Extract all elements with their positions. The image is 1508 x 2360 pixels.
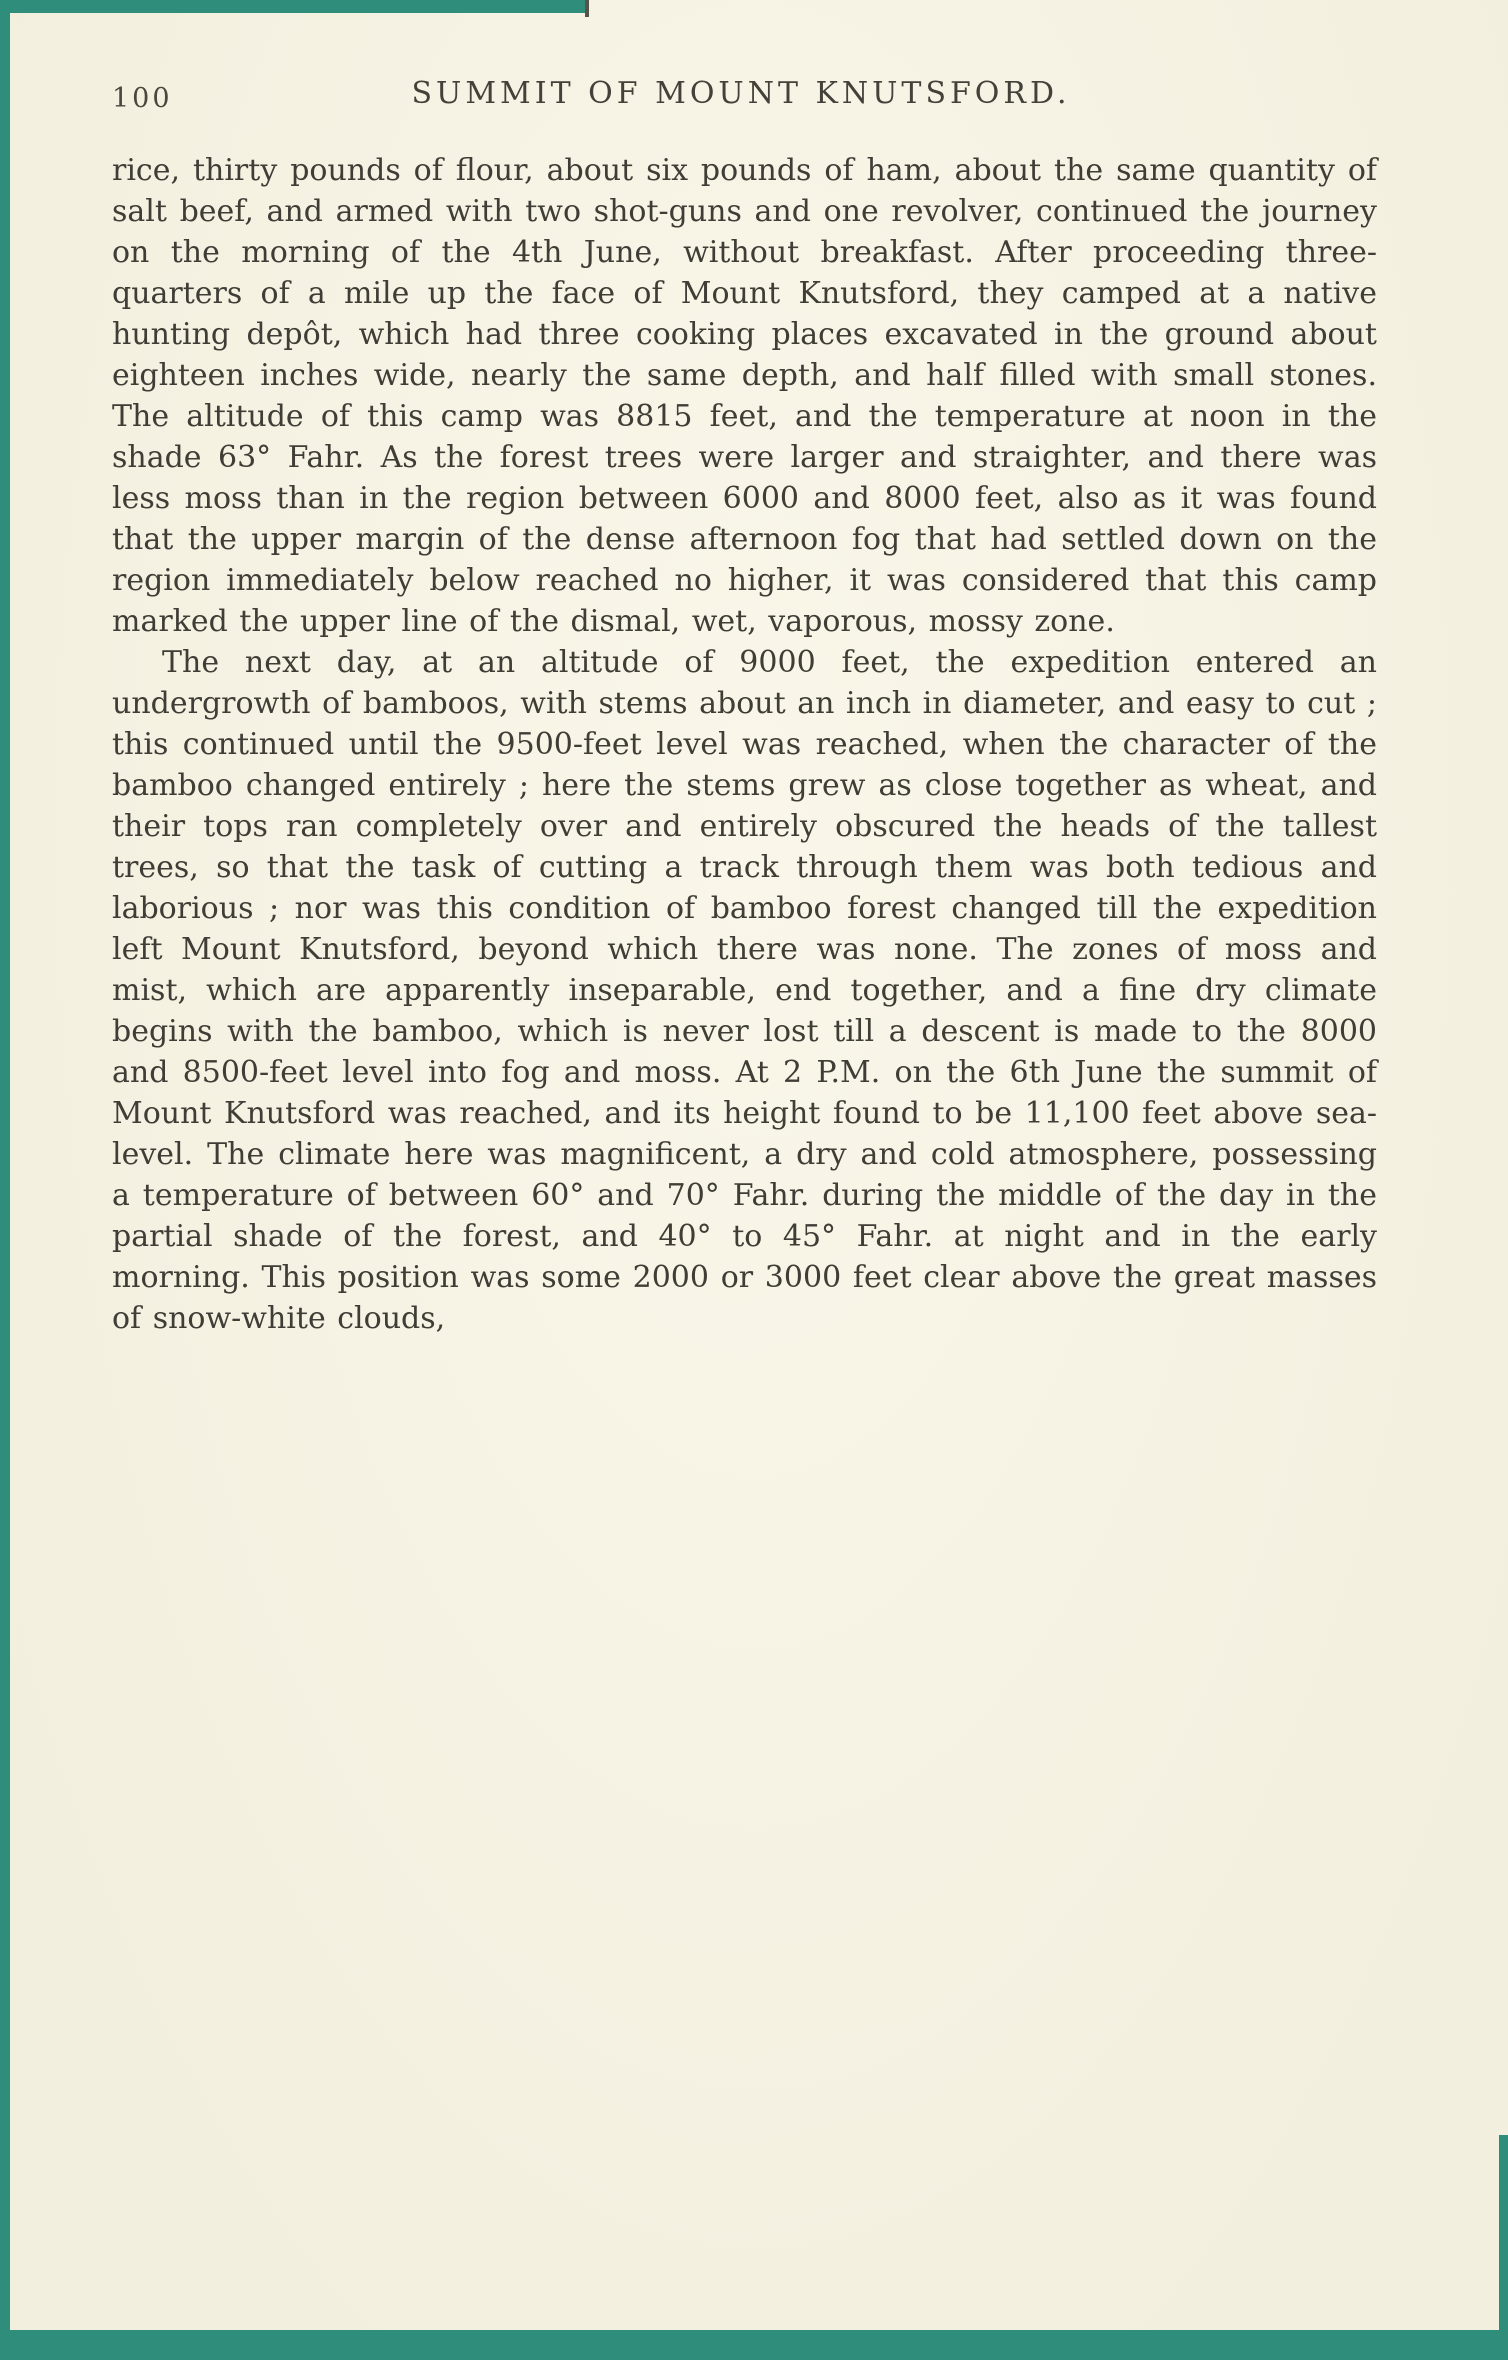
page-header [112, 76, 1370, 120]
paragraph-continuation: rice, thirty pounds of flour, about six pounds of ham, about the same quantity of salt beef, and armed with two shot-guns and one revolver, continued the journey on the morning of the 4th June, without breakfast. After proceeding three-quarters of a mile up the face of Mount Knutsford, they camped at a native hunting depôt, which had three cooking places excavated in the ground about eighteen inches wide, nearly the same depth, and half filled with small stones. The altitude of this camp was 8815 feet, and the temperature at noon in the shade 63° Fahr. As the forest trees were larger and straighter, and there was less moss than in the region between 6000 and 8000 feet, also as it was found that the upper margin of the dense afternoon fog that had settled down on the region immediately below reached no higher, it was considered that this camp marked the upper line of the dismal, wet, vaporous, mossy zone. [112, 153, 1377, 639]
scan-artifact-mark [585, 0, 589, 17]
page-number: 100 [112, 83, 173, 114]
body-text [112, 150, 1377, 1339]
cover-edge-left [0, 0, 10, 2360]
cover-edge-bottom [0, 2330, 1508, 2360]
cover-edge-top [0, 0, 585, 13]
running-title: SUMMIT OF MOUNT KNUTSFORD. [411, 76, 1071, 111]
paragraph: The next day, at an altitude of 9000 feet, the expedition entered an undergrowth of bamboos, with stems about an inch in diameter, and easy to cut ; this continued until the 9500-feet level was reached, when the character of the bamboo changed entirely ; here the stems grew as close together as wheat, and their tops ran completely over and entirely obscured the heads of the tallest trees, so that the task of cutting a track through them was both tedious and laborious ; nor was this condition of bamboo forest changed till the expedition left Mount Knutsford, beyond which there was none. The zones of moss and mist, which are apparently inseparable, end together, and a fine dry climate begins with the bamboo, which is never lost till a descent is made to the 8000 and 8500-feet level into fog and moss. At 2 P.M. on the 6th June the summit of Mount Knutsford was reached, and its height found to be 11,100 feet above sea-level. The climate here was magnificent, a dry and cold atmosphere, possessing a temperature of between 60° and 70° Fahr. during the middle of the day in the partial shade of the forest, and 40° to 45° Fahr. at night and in the early morning. This position was some 2000 or 3000 feet clear above the great masses of snow-white clouds, [112, 645, 1377, 1336]
cover-edge-right [1499, 2135, 1508, 2360]
